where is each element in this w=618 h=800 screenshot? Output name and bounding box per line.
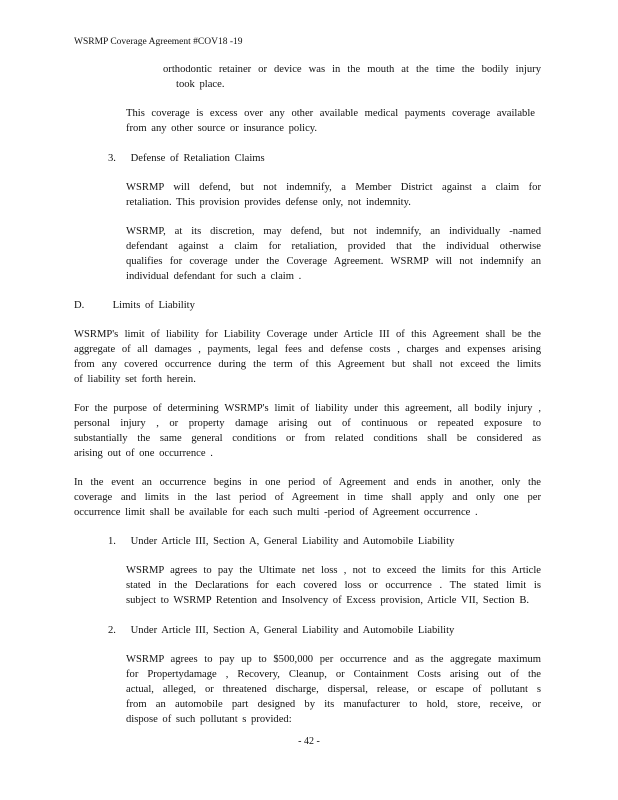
section-number: 3.: [108, 153, 116, 164]
text-line: retaliation. This provision provides defense only, not indemnity.: [126, 197, 411, 208]
paragraph-determining-limit: [74, 401, 541, 461]
text-line: subject to WSRMP Retention and Insolvency of Excess provision, Article VII, Section B.: [126, 595, 530, 606]
text-line: This coverage is excess over any other available medical payments coverage available: [126, 108, 535, 119]
text-line: for Propertydamage , Recovery, Cleanup, or Containment Costs arising out of the: [126, 669, 541, 680]
paragraph-orthodontic: [163, 62, 541, 92]
text-line: substantially the same general conditions or from related conditions shall be considered as: [74, 433, 541, 444]
paragraph-limit-liability: [74, 327, 541, 387]
text-line: stated in the Declarations for each covered loss or occurrence . The stated limit is: [126, 580, 541, 591]
paragraph-excess-coverage: [126, 106, 535, 136]
text-line: WSRMP agrees to pay the Ultimate net loss , not to exceed the limits for this Article: [126, 565, 541, 576]
text-line: actual, alleged, or threatened discharge, dispersal, release, or escape of pollutant s: [126, 684, 541, 695]
paragraph-retaliation-defense: [126, 180, 541, 210]
text-line: WSRMP, at its discretion, may defend, but not indemnify, an individually -named: [126, 226, 541, 237]
section-title: Defense of Retaliation Claims: [130, 153, 265, 164]
text-line: In the event an occurrence begins in one period of Agreement and ends in another, only the: [74, 477, 541, 488]
text-line: individual defendant for such a claim .: [126, 271, 302, 282]
text-line: orthodontic retainer or device was in the mouth at the time the bodily injury: [163, 64, 541, 75]
page-number: - 42 -: [298, 736, 320, 747]
page-header: WSRMP Coverage Agreement #COV18 -19: [74, 37, 243, 47]
paragraph-ultimate-net-loss: [126, 563, 541, 608]
text-line: coverage and limits in the last period of Agreement in time shall apply and only one per: [74, 492, 541, 503]
section-heading-3: [108, 151, 265, 166]
section-number: 1.: [108, 536, 116, 547]
text-line: aggregate of all damages , payments, legal fees and defense costs , charges and expenses arising: [74, 344, 541, 355]
section-heading-1: [108, 534, 454, 549]
text-line: from any other source or insurance policy.: [126, 123, 318, 134]
text-line: qualifies for coverage under the Coverage Agreement. WSRMP will not indemnify an: [126, 256, 541, 267]
paragraph-pollutants: [126, 652, 541, 727]
text-line: defendant against a claim for retaliation, provided that the individual otherwise: [126, 241, 541, 252]
section-number: 2.: [108, 625, 116, 636]
section-heading-2: [108, 623, 454, 638]
text-line: WSRMP will defend, but not indemnify, a Member District against a claim for: [126, 182, 541, 193]
text-line: took place.: [176, 79, 225, 90]
paragraph-multi-period: [74, 475, 541, 520]
text-line: arising out of one occurrence .: [74, 448, 213, 459]
section-number: D.: [74, 300, 85, 311]
text-line: For the purpose of determining WSRMP's limit of liability under this agreement, all bodily injury ,: [74, 403, 541, 414]
text-line: from any covered occurrence during the term of this Agreement but shall not exceed the limits: [74, 359, 541, 370]
text-line: occurrence limit shall be available for each such multi -period of Agreement occurrence .: [74, 507, 478, 518]
text-line: personal injury , or property damage arising out of continuous or repeated exposure to: [74, 418, 541, 429]
text-line: WSRMP's limit of liability for Liability Coverage under Article III of this Agreement shall be the: [74, 329, 541, 340]
section-title: Limits of Liability: [112, 300, 195, 311]
section-title: Under Article III, Section A, General Liability and Automobile Liability: [130, 536, 455, 547]
text-line: WSRMP agrees to pay up to $500,000 per occurrence and as the aggregate maximum: [126, 654, 541, 665]
section-heading-d: [74, 298, 195, 313]
section-title: Under Article III, Section A, General Liability and Automobile Liability: [130, 625, 455, 636]
text-line: from an automobile part designed by its manufacturer to hold, store, receive, or: [126, 699, 541, 710]
text-line: of liability set forth herein.: [74, 374, 196, 385]
text-line: dispose of such pollutant s provided:: [126, 714, 292, 725]
paragraph-individual-defendant: [126, 224, 541, 284]
